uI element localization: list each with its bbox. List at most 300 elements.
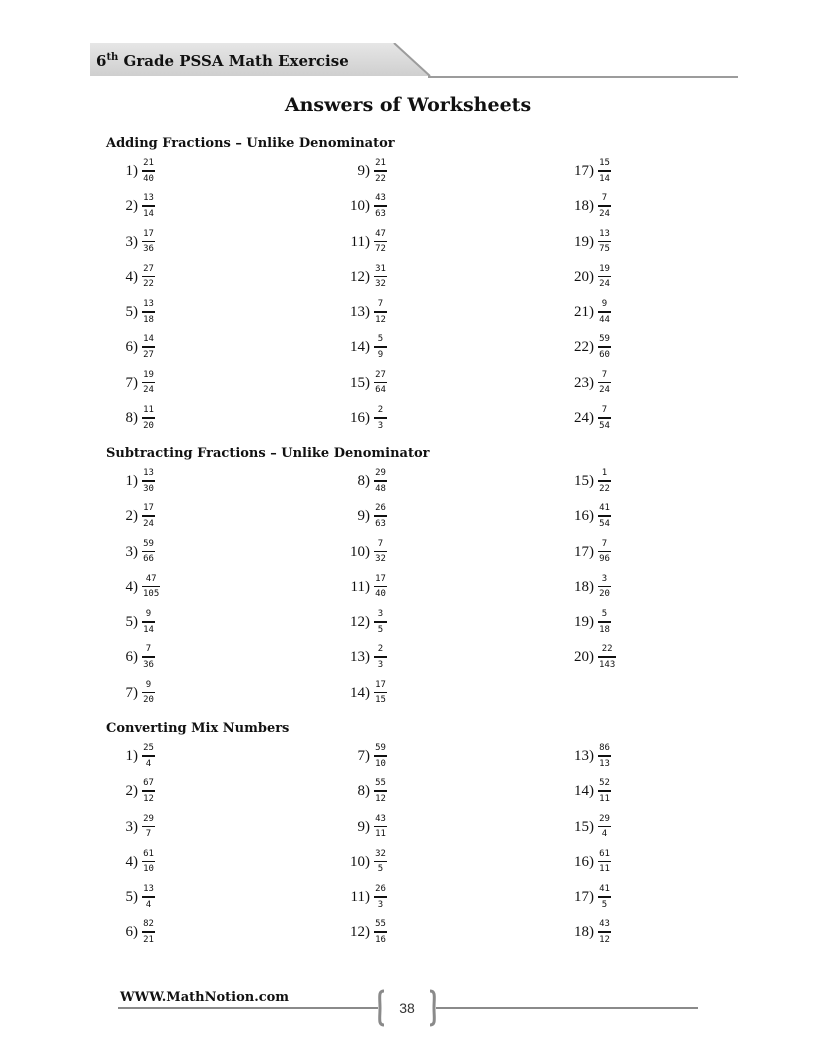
fraction-bar (142, 861, 155, 863)
answer-fraction (598, 813, 611, 841)
numerator: 61 (143, 848, 154, 859)
fraction-bar (374, 205, 387, 207)
denominator: 32 (375, 279, 386, 290)
numerator: 13 (143, 884, 154, 895)
answer-fraction (374, 777, 387, 805)
item-number: 11) (350, 889, 370, 906)
answer-fraction (374, 608, 387, 636)
denominator: 22 (143, 279, 154, 290)
fraction-bar (374, 692, 387, 694)
denominator: 48 (375, 483, 386, 494)
answer-fraction (374, 742, 387, 770)
answer-fraction (142, 157, 155, 185)
denominator: 18 (143, 314, 154, 325)
answer-fraction (142, 404, 155, 432)
answer-fraction (598, 918, 611, 946)
numerator: 9 (145, 609, 152, 620)
answer-fraction (142, 263, 155, 291)
answer-fraction (598, 742, 611, 770)
fraction-bar (598, 311, 611, 313)
denominator: 12 (375, 314, 386, 325)
numerator: 7 (601, 369, 608, 380)
item-number: 15) (350, 374, 370, 391)
denominator: 36 (143, 244, 154, 255)
numerator: 19 (599, 263, 610, 274)
item-number: 5) (125, 889, 138, 906)
denominator: 12 (143, 793, 154, 804)
fraction-bar (598, 790, 611, 792)
numerator: 13 (599, 228, 610, 239)
numerator: 14 (143, 334, 154, 345)
answer-fraction (598, 228, 611, 256)
fraction-bar (374, 480, 387, 482)
header-rule (428, 76, 738, 78)
answer-fraction (374, 883, 387, 911)
denominator: 14 (143, 208, 154, 219)
item-number: 4) (125, 578, 138, 595)
denominator: 75 (599, 244, 610, 255)
fraction-bar (598, 346, 611, 348)
fraction-bar (374, 170, 387, 172)
numerator: 82 (143, 919, 154, 930)
denominator: 24 (599, 208, 610, 219)
item-number: 6) (125, 924, 138, 941)
denominator: 11 (599, 864, 610, 875)
numerator: 47 (145, 573, 157, 584)
fraction-bar (142, 656, 155, 658)
denominator: 10 (143, 864, 154, 875)
numerator: 32 (375, 848, 386, 859)
item-number: 18) (574, 578, 594, 595)
numerator: 5 (601, 609, 608, 620)
answer-fraction (374, 848, 387, 876)
denominator: 54 (599, 420, 610, 431)
item-number: 18) (574, 198, 594, 215)
denominator: 143 (599, 660, 616, 671)
item-number: 17) (574, 889, 594, 906)
item-number: 14) (350, 684, 370, 701)
denominator: 5 (377, 624, 384, 635)
denominator: 22 (599, 483, 610, 494)
numerator: 52 (599, 778, 610, 789)
item-number: 11) (350, 578, 370, 595)
denominator: 44 (599, 314, 610, 325)
denominator: 4 (145, 758, 152, 769)
fraction-bar (598, 826, 611, 828)
denominator: 12 (599, 935, 610, 946)
answer-fraction (598, 608, 611, 636)
answer-fraction (598, 404, 611, 432)
fraction-bar (142, 276, 155, 278)
fraction-bar (598, 896, 611, 898)
fraction-bar (374, 311, 387, 313)
denominator: 14 (599, 173, 610, 184)
denominator: 24 (143, 385, 154, 396)
answer-fraction (142, 883, 155, 911)
denominator: 11 (375, 829, 386, 840)
item-number: 22) (574, 339, 594, 356)
denominator: 22 (375, 173, 386, 184)
fraction-bar (142, 896, 155, 898)
numerator: 41 (599, 884, 610, 895)
fraction-bar (374, 382, 387, 384)
numerator: 17 (375, 679, 386, 690)
item-number: 12) (350, 268, 370, 285)
answer-fraction (142, 369, 155, 397)
denominator: 14 (143, 624, 154, 635)
item-number: 1) (125, 163, 138, 179)
fraction-bar (598, 276, 611, 278)
item-number: 16) (350, 410, 370, 427)
item-number: 17) (574, 543, 594, 560)
fraction-bar (374, 551, 387, 553)
fraction-bar (598, 515, 611, 517)
item-number: 8) (125, 410, 138, 427)
denominator: 21 (143, 935, 154, 946)
denominator: 32 (375, 554, 386, 565)
denominator: 3 (377, 660, 384, 671)
answer-fraction (598, 573, 611, 601)
numerator: 59 (375, 743, 386, 753)
answer-fraction (598, 157, 611, 185)
fraction-bar (374, 586, 387, 588)
numerator: 7 (601, 405, 608, 416)
item-number: 16) (574, 853, 594, 870)
fraction-bar (598, 586, 611, 588)
denominator: 10 (375, 758, 386, 769)
fraction-bar (142, 382, 155, 384)
fraction-bar (598, 656, 616, 658)
section-heading: Subtracting Fractions – Unlike Denominator (106, 446, 430, 461)
numerator: 3 (377, 609, 384, 620)
numerator: 26 (375, 884, 386, 895)
answer-fraction (374, 157, 387, 185)
numerator: 21 (143, 158, 154, 168)
numerator: 13 (143, 299, 154, 310)
answer-fraction (374, 643, 387, 671)
denominator: 54 (599, 518, 610, 529)
answer-fraction (142, 813, 155, 841)
numerator: 15 (599, 158, 610, 168)
denominator: 16 (375, 935, 386, 946)
answer-fraction (142, 538, 155, 566)
numerator: 41 (599, 503, 610, 514)
item-number: 10) (350, 198, 370, 215)
numerator: 9 (145, 679, 152, 690)
item-number: 20) (574, 268, 594, 285)
fraction-bar (598, 205, 611, 207)
fraction-bar (142, 755, 155, 757)
denominator: 24 (143, 518, 154, 529)
item-number: 3) (125, 818, 138, 835)
item-number: 9) (357, 508, 370, 525)
fraction-bar (598, 755, 611, 757)
answer-fraction (374, 467, 387, 495)
item-number: 7) (125, 374, 138, 391)
numerator: 21 (375, 158, 386, 168)
fraction-bar (374, 241, 387, 243)
item-number: 12) (350, 614, 370, 631)
fraction-bar (374, 790, 387, 792)
item-number: 23) (574, 374, 594, 391)
answer-fraction (598, 192, 611, 220)
denominator: 105 (143, 589, 160, 600)
answer-fraction (142, 679, 155, 707)
item-number: 10) (350, 853, 370, 870)
item-number: 7) (357, 748, 370, 764)
denominator: 11 (599, 793, 610, 804)
answer-fraction (374, 918, 387, 946)
item-number: 2) (125, 783, 138, 800)
denominator: 15 (375, 695, 386, 706)
answer-fraction (142, 467, 155, 495)
fraction-bar (142, 515, 155, 517)
numerator: 13 (143, 468, 154, 478)
numerator: 13 (143, 193, 154, 204)
fraction-bar (142, 417, 155, 419)
item-number: 24) (574, 410, 594, 427)
answer-fraction (374, 263, 387, 291)
numerator: 17 (143, 503, 154, 514)
answer-fraction (142, 742, 155, 770)
answer-fraction (598, 333, 611, 361)
item-number: 3) (125, 233, 138, 250)
denominator: 24 (599, 279, 610, 290)
section-subtracting-fractions (106, 445, 726, 706)
fraction-bar (142, 551, 155, 553)
denominator: 20 (143, 420, 154, 431)
item-number: 14) (574, 783, 594, 800)
fraction-bar (374, 826, 387, 828)
fraction-bar (598, 382, 611, 384)
numerator: 2 (377, 405, 384, 416)
item-number: 11) (350, 233, 370, 250)
page-number: 38 (399, 1000, 415, 1016)
answer-fraction (142, 777, 155, 805)
denominator: 63 (375, 208, 386, 219)
denominator: 63 (375, 518, 386, 529)
fraction-bar (142, 311, 155, 313)
numerator: 61 (599, 848, 610, 859)
item-number: 13) (350, 649, 370, 666)
answer-fraction (142, 502, 155, 530)
numerator: 43 (375, 193, 386, 204)
fraction-bar (142, 480, 155, 482)
denominator: 3 (377, 420, 384, 431)
numerator: 55 (375, 919, 386, 930)
item-number: 20) (574, 649, 594, 666)
item-number: 6) (125, 649, 138, 666)
fraction-bar (598, 417, 611, 419)
fraction-bar (374, 755, 387, 757)
numerator: 26 (375, 503, 386, 514)
item-number: 2) (125, 508, 138, 525)
answer-fraction (598, 263, 611, 291)
fraction-bar (374, 276, 387, 278)
answer-fraction (374, 573, 387, 601)
numerator: 27 (143, 263, 154, 274)
fraction-bar (598, 170, 611, 172)
item-number: 16) (574, 508, 594, 525)
numerator: 19 (143, 369, 154, 380)
denominator: 20 (143, 695, 154, 706)
item-number: 17) (574, 163, 594, 179)
numerator: 47 (375, 228, 386, 239)
footer-website: WWW.MathNotion.com (120, 990, 290, 1005)
answer-fraction (374, 404, 387, 432)
item-number: 19) (574, 614, 594, 631)
item-number: 13) (574, 748, 594, 764)
denominator: 30 (143, 483, 154, 494)
answer-fraction (598, 777, 611, 805)
fraction-bar (598, 241, 611, 243)
numerator: 29 (599, 813, 610, 824)
fraction-bar (374, 931, 387, 933)
item-number: 7) (125, 684, 138, 701)
answer-fraction (142, 333, 155, 361)
item-number: 8) (357, 473, 370, 489)
answer-fraction (142, 192, 155, 220)
answer-fraction (598, 369, 611, 397)
answer-fraction (374, 538, 387, 566)
answer-fraction (142, 848, 155, 876)
numerator: 86 (599, 743, 610, 753)
numerator: 55 (375, 778, 386, 789)
numerator: 43 (599, 919, 610, 930)
denominator: 66 (143, 554, 154, 565)
numerator: 17 (375, 573, 386, 584)
answer-fraction (598, 883, 611, 911)
answer-fraction (374, 298, 387, 326)
item-number: 13) (350, 304, 370, 321)
item-number: 5) (125, 304, 138, 321)
item-number: 12) (350, 924, 370, 941)
answer-fraction (142, 573, 160, 601)
answer-fraction (142, 918, 155, 946)
denominator: 60 (599, 350, 610, 361)
item-number: 8) (357, 783, 370, 800)
answer-fraction (598, 643, 616, 671)
denominator: 20 (599, 589, 610, 600)
denominator: 96 (599, 554, 610, 565)
answer-fraction (374, 333, 387, 361)
denominator: 7 (145, 829, 152, 840)
numerator: 3 (601, 573, 608, 584)
denominator: 4 (601, 829, 608, 840)
denominator: 4 (145, 899, 152, 910)
denominator: 64 (375, 385, 386, 396)
denominator: 5 (377, 864, 384, 875)
fraction-bar (374, 515, 387, 517)
fraction-bar (374, 656, 387, 658)
numerator: 7 (601, 193, 608, 204)
fraction-bar (142, 621, 155, 623)
denominator: 3 (377, 899, 384, 910)
fraction-bar (142, 692, 155, 694)
answer-fraction (598, 298, 611, 326)
denominator: 40 (375, 589, 386, 600)
answer-fraction (142, 228, 155, 256)
numerator: 43 (375, 813, 386, 824)
answer-fraction (374, 192, 387, 220)
answer-fraction (374, 813, 387, 841)
fraction-bar (142, 586, 160, 588)
page-title: Answers of Worksheets (284, 94, 532, 116)
answer-fraction (598, 502, 611, 530)
answer-fraction (374, 679, 387, 707)
numerator: 27 (375, 369, 386, 380)
denominator: 27 (143, 350, 154, 361)
item-number: 14) (350, 339, 370, 356)
fraction-bar (374, 417, 387, 419)
denominator: 36 (143, 660, 154, 671)
item-number: 15) (574, 473, 594, 489)
item-number: 18) (574, 924, 594, 941)
item-number: 3) (125, 543, 138, 560)
numerator: 7 (377, 299, 384, 310)
numerator: 7 (601, 538, 608, 549)
fraction-bar (142, 205, 155, 207)
item-number: 15) (574, 818, 594, 835)
numerator: 7 (145, 644, 152, 655)
fraction-bar (142, 170, 155, 172)
item-number: 10) (350, 543, 370, 560)
fraction-bar (374, 346, 387, 348)
answer-fraction (142, 298, 155, 326)
item-number: 9) (357, 818, 370, 835)
item-number: 1) (125, 748, 138, 764)
denominator: 5 (601, 899, 608, 910)
numerator: 5 (377, 334, 384, 345)
item-number: 2) (125, 198, 138, 215)
item-number: 9) (357, 163, 370, 179)
item-number: 1) (125, 473, 138, 489)
numerator: 11 (143, 405, 154, 416)
numerator: 67 (143, 778, 154, 789)
fraction-bar (598, 621, 611, 623)
fraction-bar (142, 241, 155, 243)
fraction-bar (598, 480, 611, 482)
section-heading: Adding Fractions – Unlike Denominator (106, 136, 395, 151)
denominator: 40 (143, 173, 154, 184)
item-number: 19) (574, 233, 594, 250)
fraction-bar (598, 551, 611, 553)
answer-fraction (598, 848, 611, 876)
footer-rule-right (436, 1007, 698, 1009)
answer-fraction (374, 228, 387, 256)
numerator: 25 (143, 743, 154, 753)
footer-rule-left (118, 1007, 378, 1009)
denominator: 12 (375, 793, 386, 804)
answer-fraction (374, 369, 387, 397)
numerator: 59 (143, 538, 154, 549)
fraction-bar (598, 861, 611, 863)
numerator: 22 (601, 644, 613, 655)
denominator: 72 (375, 244, 386, 255)
denominator: 18 (599, 624, 610, 635)
numerator: 9 (601, 299, 608, 310)
fraction-bar (598, 931, 611, 933)
item-number: 6) (125, 339, 138, 356)
denominator: 9 (377, 350, 384, 361)
numerator: 2 (377, 644, 384, 655)
header-title: 6th Grade PSSA Math Exercise (96, 52, 349, 70)
item-number: 5) (125, 614, 138, 631)
section-heading: Converting Mix Numbers (106, 721, 290, 736)
fraction-bar (374, 896, 387, 898)
section-converting-mix-numbers (106, 720, 726, 946)
numerator: 31 (375, 263, 386, 274)
